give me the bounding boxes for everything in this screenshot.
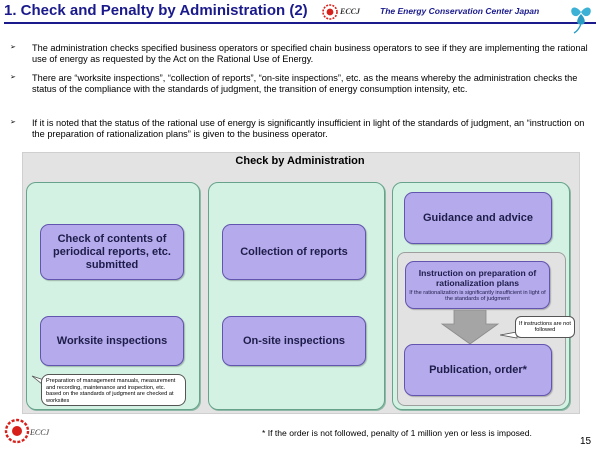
instruction-title: Instruction on preparation of rationalization plans bbox=[418, 267, 537, 288]
eccj-sun-logo-icon bbox=[322, 4, 338, 25]
bullet-text: The administration checks specified business operators or specified chain business operators to see if they are implementing the rational use of energy as requested by the Act on the Rational Use of Energy. bbox=[32, 43, 588, 64]
bullet-text: If it is noted that the status of the rational use of energy is significantly insufficient in light of the standards of judgment, an “instruction on the preparation of rationalization plans” is given to the business operator. bbox=[32, 118, 585, 139]
penalty-footnote: * If the order is not followed, penalty of 1 million yen or less is imposed. bbox=[262, 428, 532, 438]
footer-sun-logo-icon bbox=[4, 418, 30, 449]
instruction-rationalization-box bbox=[405, 261, 550, 309]
org-name: The Energy Conservation Center Japan bbox=[380, 6, 540, 16]
collection-of-reports-box: Collection of reports bbox=[222, 224, 366, 280]
bullet-marker-icon: ➢ bbox=[10, 44, 16, 51]
publication-order-box: Publication, order* bbox=[404, 344, 552, 396]
leaf-logo-icon bbox=[566, 2, 596, 41]
page-title: 1. Check and Penalty by Administration (2) bbox=[4, 2, 308, 19]
header-logo-text: ECCJ bbox=[340, 7, 361, 16]
bullet-marker-icon: ➢ bbox=[10, 119, 16, 126]
page-number: 15 bbox=[580, 436, 592, 447]
column-panel-2 bbox=[208, 182, 385, 410]
worksite-inspections-box: Worksite inspections bbox=[40, 316, 184, 366]
instruction-condition: If the rationalization is significantly insufficient in light of the standards of judgment bbox=[409, 289, 546, 302]
bullet-text: There are “worksite inspections”, “collection of reports”, “on-site inspections”, etc. as the means whereby the administration checks the status of the compliance with the standards of judgment, the transition of energy consumption intensity, etc. bbox=[32, 73, 578, 94]
periodical-report-check-box: Check of contents of periodical reports, etc. submitted bbox=[40, 224, 184, 280]
diagram-title: Check by Administration bbox=[235, 155, 365, 167]
header-rule bbox=[4, 22, 596, 24]
guidance-and-advice-box: Guidance and advice bbox=[404, 192, 552, 244]
not-followed-callout: If instructions are not followed bbox=[515, 316, 575, 338]
bullet-marker-icon: ➢ bbox=[10, 74, 16, 81]
footer-logo-text: ECCJ bbox=[30, 428, 50, 437]
onsite-inspections-box: On-site inspections bbox=[222, 316, 366, 366]
worksite-inspection-callout: Preparation of management manuals, measurement and recording, maintenance and inspection, etc. based on the standards of judgment are checked at worksites bbox=[41, 374, 186, 406]
